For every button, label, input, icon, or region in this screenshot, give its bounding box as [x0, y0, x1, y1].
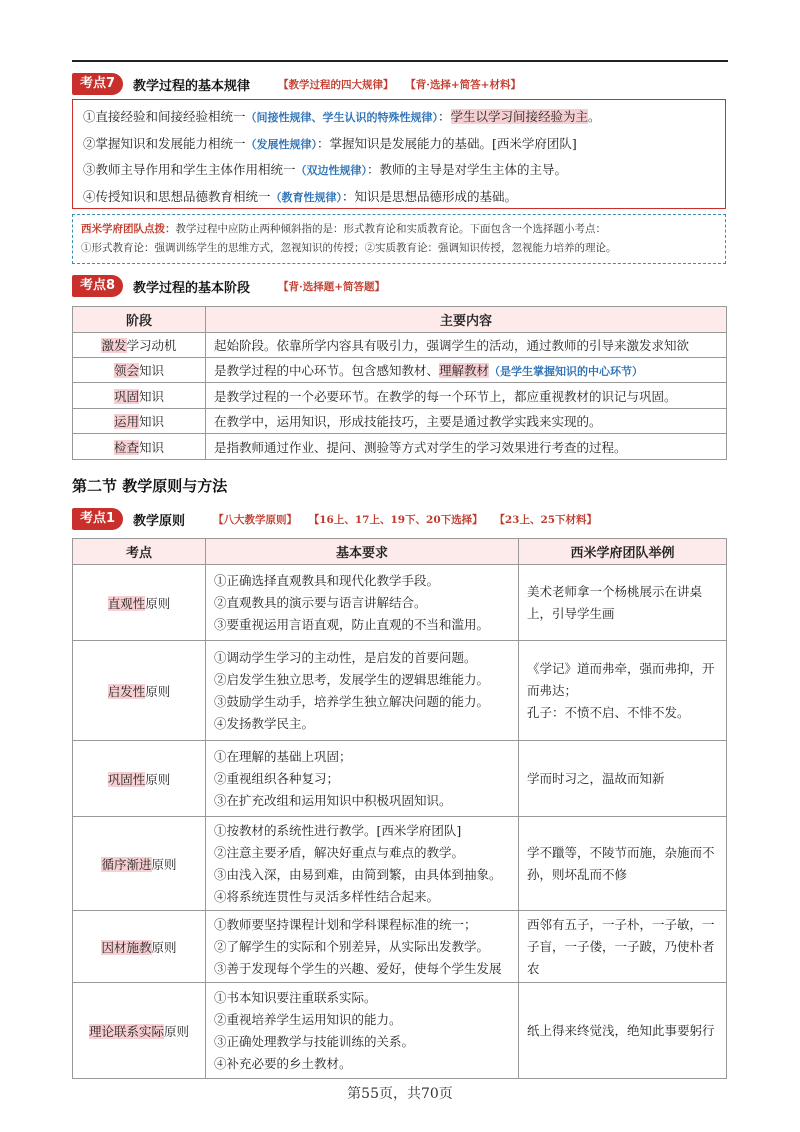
- stage-name: [73, 383, 206, 409]
- principle-highlight: 巩固性: [107, 771, 146, 787]
- req-line: ③在扩充改组和运用知识中积极巩固知识。: [214, 792, 452, 808]
- law-1-colon: ：: [438, 109, 451, 124]
- stage-rest: 知识: [139, 439, 165, 455]
- example-line: 西邻有五子，一子朴，一子敏，一子盲，一子偻，一子跛，乃使朴者农: [527, 916, 715, 976]
- section-title: 第二节 教学原则与方法: [72, 477, 228, 495]
- stage-name: [73, 434, 206, 460]
- principle-name: [73, 641, 206, 741]
- kd7-tag: 考点7: [72, 73, 123, 95]
- example-line: 学而时习之，温故而知新: [527, 770, 665, 786]
- stage-rest: 知识: [139, 363, 165, 378]
- principle-reqs: [206, 983, 519, 1079]
- principles-table: [72, 538, 727, 1079]
- stage-content: 起始阶段。依靠所学内容具有吸引力，强调学生的活动，通过教师的引导来激发求知欲: [206, 333, 727, 358]
- law-1-tag: （间接性规律、学生认识的特殊性规律）: [245, 111, 439, 124]
- principle-name: [73, 817, 206, 911]
- kd8-notes: [278, 279, 393, 294]
- page-footer: 第55页，共70页: [347, 1086, 453, 1102]
- principles-header-point: 考点: [73, 539, 206, 565]
- req-line: ②直观教具的演示要与语言讲解结合。: [214, 594, 427, 610]
- req-line: ②重视培养学生运用知识的能力。: [214, 1011, 402, 1027]
- table-row: [73, 817, 727, 911]
- principles-header-req: 基本要求: [206, 539, 519, 565]
- principle-rest: 原则: [145, 595, 171, 611]
- tip-text-1: 教学过程中应防止两种倾斜指的是：形式教育论和实质教育论。下面包含一个选择题小考点：: [175, 223, 606, 235]
- principle-highlight: 循序渐进: [101, 856, 152, 872]
- kd7-note-1: 【教学过程的四大规律】: [278, 78, 394, 91]
- principle-reqs: [206, 817, 519, 911]
- law-2-text: ②掌握知识和发展能力相统一: [83, 135, 246, 151]
- req-line: ②重视组织各种复习；: [214, 770, 340, 786]
- kd7-note-2: 【背·选择+简答+材料】: [405, 78, 521, 91]
- principles-header-ex: 西米学府团队举例: [519, 539, 727, 565]
- kd8-title: 教学过程的基本阶段: [133, 280, 251, 296]
- table-row: [73, 911, 727, 983]
- table-row: [73, 565, 727, 641]
- principle-reqs: [206, 911, 519, 983]
- law-3-desc: ：教师的主导是对学生主体的主导。: [367, 162, 568, 177]
- principle-reqs: [206, 565, 519, 641]
- req-line: ②启发学生独立思考，发展学生的逻辑思维能力。: [214, 671, 490, 687]
- kd8-note-1: 【背·选择题+简答题】: [278, 280, 386, 293]
- req-line: ①按教材的系统性进行教学。[西米学府团队]: [214, 822, 462, 838]
- kd1-note-2: 【16上、17上、19下、20下选择】: [308, 513, 483, 526]
- req-line: ③鼓励学生动手，培养学生独立解决问题的能力。: [214, 693, 490, 709]
- law-2-desc: ：掌握知识是发展能力的基础。[西米学府团队]: [317, 135, 577, 151]
- stage-content: [206, 358, 727, 383]
- law-4-tag: （教育性规律）: [270, 190, 343, 204]
- table-row: [73, 741, 727, 817]
- tip-label: 西米学府团队点拨：: [81, 223, 176, 235]
- req-line: ③由浅入深，由易到难，由简到繁，由具体到抽象。: [214, 866, 502, 882]
- principle-highlight: 理论联系实际: [88, 1023, 164, 1039]
- req-line: ③正确处理教学与技能训练的关系。: [214, 1033, 415, 1049]
- stage-rest: 学习动机: [126, 338, 177, 353]
- kd1-tag: 考点1: [72, 508, 123, 530]
- stage-content: 在教学中，运用知识，形成技能技巧，主要是通过教学实践来实现的。: [206, 409, 727, 434]
- stage-name: [73, 358, 206, 383]
- principle-example: [519, 817, 727, 911]
- law-line-1: [83, 104, 715, 131]
- top-rule: [72, 60, 728, 62]
- req-line: ①正确选择直观教具和现代化教学手段。: [214, 572, 440, 588]
- principle-example: [519, 565, 727, 641]
- table-row: [73, 409, 727, 434]
- law-3-text: ③教师主导作用和学生主体作用相统一: [83, 162, 296, 177]
- principle-example: [519, 641, 727, 741]
- principle-example: [519, 911, 727, 983]
- stages-table: [72, 306, 727, 460]
- req-line: ④发扬教学民主。: [214, 715, 315, 731]
- stage-content-tag: （是学生掌握知识的中心环节）: [489, 365, 644, 378]
- stages-header-content: 主要内容: [206, 307, 727, 333]
- req-line: ③要重视运用言语直观，防止直观的不当和滥用。: [214, 616, 490, 632]
- law-line-3: [83, 157, 715, 184]
- law-2-tag: （发展性规律）: [245, 137, 318, 151]
- stage-highlight: 激发: [101, 338, 127, 353]
- kd7-heading: [72, 73, 529, 95]
- kd1-note-1: 【八大教学原则】: [213, 513, 298, 526]
- table-row: [73, 383, 727, 409]
- kd1-title: 教学原则: [133, 513, 186, 529]
- stage-content: 是指教师通过作业、提问、测验等方式对学生的学习效果进行考查的过程。: [206, 434, 727, 460]
- example-line: 学不躐等，不陵节而施，杂施而不孙，则坏乱而不修: [527, 844, 715, 882]
- law-3-tag: （双边性规律）: [295, 164, 368, 177]
- stage-highlight: 领会: [113, 363, 139, 378]
- req-line: ④补充必要的乡土教材。: [214, 1055, 352, 1071]
- principle-rest: 原则: [151, 856, 177, 872]
- principle-reqs: [206, 641, 519, 741]
- req-line: ②了解学生的实际和个别差异，从实际出发教学。: [214, 938, 490, 954]
- table-row: [73, 333, 727, 358]
- stage-content-highlight: 理解教材: [439, 363, 490, 378]
- principle-name: [73, 983, 206, 1079]
- kd7-notes: [278, 77, 529, 92]
- req-line: ①在理解的基础上巩固；: [214, 748, 352, 764]
- law-line-4: [83, 184, 715, 211]
- kd8-tag: 考点8: [72, 275, 123, 297]
- stage-content: 是教学过程的一个必要环节。在教学的每一个环节上，都应重视教材的识记与巩固。: [206, 383, 727, 409]
- law-1-end: 。: [588, 109, 601, 124]
- example-line: 《学记》道而弗牵，强而弗抑，开而弗达；: [527, 660, 715, 698]
- stage-highlight: 检查: [113, 439, 139, 455]
- stage-name: [73, 333, 206, 358]
- principles-header-row: [73, 539, 727, 565]
- law-1-text: ①直接经验和间接经验相统一: [83, 109, 246, 124]
- req-line: ①书本知识要注重联系实际。: [214, 989, 377, 1005]
- req-line: ④将系统连贯性与灵活多样性结合起来。: [214, 888, 440, 904]
- req-line: ①教师要坚持课程计划和学科课程标准的统一；: [214, 916, 477, 932]
- req-line: ②注意主要矛盾，解决好重点与难点的教学。: [214, 844, 465, 860]
- principle-highlight: 因材施教: [101, 939, 152, 955]
- principle-reqs: [206, 741, 519, 817]
- table-row: [73, 358, 727, 383]
- kd1-note-3: 【23上、25下材料】: [494, 513, 598, 526]
- req-line: ①调动学生学习的主动性，是启发的首要问题。: [214, 649, 477, 665]
- table-row: [73, 641, 727, 741]
- principle-rest: 原则: [145, 771, 171, 787]
- table-row: [73, 434, 727, 460]
- principle-name: [73, 741, 206, 817]
- kd1-notes: [213, 512, 605, 527]
- principle-name: [73, 565, 206, 641]
- principle-example: [519, 741, 727, 817]
- stage-name: [73, 409, 206, 434]
- stage-rest: 知识: [139, 388, 165, 404]
- table-row: [73, 983, 727, 1079]
- law-1-highlight: 学生以学习间接经验为主: [450, 109, 589, 124]
- stages-header-row: [73, 307, 727, 333]
- stage-rest: 知识: [139, 414, 165, 429]
- principle-highlight: 直观性: [107, 595, 146, 611]
- stage-highlight: 运用: [113, 414, 139, 429]
- stages-header-stage: 阶段: [73, 307, 206, 333]
- example-line: 孔子：不愤不启、不悱不发。: [527, 704, 690, 720]
- kd7-law-box: [72, 99, 726, 209]
- kd8-heading: [72, 275, 393, 297]
- law-line-2: [83, 131, 715, 158]
- stage-highlight: 巩固: [113, 388, 139, 404]
- kd1-heading: [72, 508, 605, 530]
- principle-rest: 原则: [145, 683, 171, 699]
- stage-content-a: 是教学过程的中心环节。包含感知教材、: [214, 363, 440, 378]
- principle-name: [73, 911, 206, 983]
- tip-line-2: ①形式教育论：强调训练学生的思维方式，忽视知识的传授；②实质教育论：强调知识传授，忽视能力培养的理论。: [81, 242, 617, 254]
- principle-rest: 原则: [151, 939, 177, 955]
- req-line: ③善于发现每个学生的兴趣、爱好，使每个学生发展: [214, 960, 502, 976]
- principle-example: [519, 983, 727, 1079]
- law-4-text: ④传授知识和思想品德教育相统一: [83, 188, 271, 204]
- example-line: 纸上得来终觉浅，绝知此事要躬行: [527, 1022, 715, 1038]
- kd7-title: 教学过程的基本规律: [133, 78, 251, 94]
- tip-box: [72, 214, 726, 264]
- principle-highlight: 启发性: [107, 683, 146, 699]
- law-4-desc: ：知识是思想品德形成的基础。: [342, 188, 518, 204]
- principle-rest: 原则: [164, 1023, 190, 1039]
- tip-line-1: [81, 220, 717, 239]
- example-line: 美术老师拿一个杨桃展示在讲桌上，引导学生画: [527, 583, 703, 621]
